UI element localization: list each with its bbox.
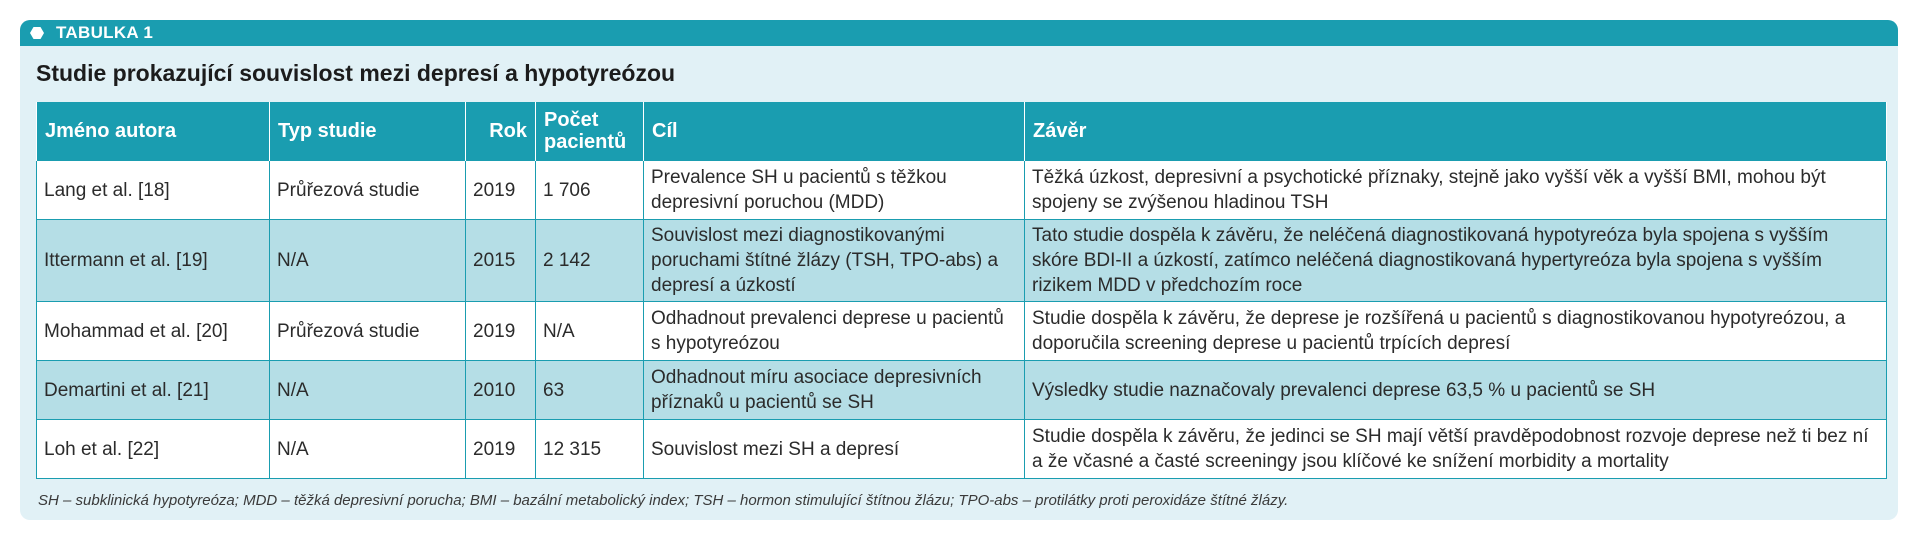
studies-table [36,102,1887,479]
col-header-aim: Cíl [644,102,1025,161]
col-header-patients-line1: Počet [544,109,599,131]
cell-year: 2015 [466,220,536,302]
cell-conclusion: Výsledky studie naznačovaly prevalenci deprese 63,5 % u pacientů se SH [1025,361,1887,420]
cell-type: Průřezová studie [270,161,466,220]
cell-aim: Prevalence SH u pacientů s těžkou depresivní poruchou (MDD) [644,161,1025,220]
cell-patients: 63 [536,361,644,420]
cell-aim: Souvislost mezi SH a depresí [644,420,1025,479]
cell-author: Loh et al. [22] [37,420,270,479]
cell-author: Lang et al. [18] [37,161,270,220]
cell-conclusion: Tato studie dospěla k závěru, že neléčená diagnostikovaná hypotyreóza byla spojena s vyšším skóre BDI-II a úzkostí, zatímco neléčená diagnostikovaná hypertyreóza byla spojena s vyšším rizikem MDD v předchozím roce [1025,220,1887,302]
cell-type: N/A [270,220,466,302]
cell-year: 2019 [466,161,536,220]
col-header-patients-line2: pacientů [544,131,627,153]
table-label-bar [20,20,1898,46]
cell-patients: 1 706 [536,161,644,220]
cell-conclusion: Studie dospěla k závěru, že deprese je rozšířená u pacientů s diagnostikovanou hypotyreózou, a doporučila screening deprese u pacientů trpících depresí [1025,302,1887,361]
col-header-type: Typ studie [270,102,466,161]
table-row [37,361,1887,420]
table-row [37,420,1887,479]
cell-type: N/A [270,361,466,420]
table-row [37,161,1887,220]
cell-author: Ittermann et al. [19] [37,220,270,302]
table-row [37,302,1887,361]
cell-aim: Odhadnout prevalenci deprese u pacientů s hypotyreózou [644,302,1025,361]
table-header-row [37,102,1887,161]
cell-conclusion: Studie dospěla k závěru, že jedinci se SH mají větší pravděpodobnost rozvoje deprese než ti bez ní a že včasné a časté screeningy jsou klíčové ke snížení morbidity a mortality [1025,420,1887,479]
table-row [37,220,1887,302]
cell-patients: 2 142 [536,220,644,302]
cell-patients: 12 315 [536,420,644,479]
cell-type: Průřezová studie [270,302,466,361]
table-footnote: SH – subklinická hypotyreóza; MDD – těžká depresivní porucha; BMI – bazální metabolický index; TSH – hormon stimulující štítnou žlázu; TPO-abs – protilátky proti peroxidáze štítné žlázy. [38,492,1289,509]
table-panel [20,20,1898,520]
cell-author: Demartini et al. [21] [37,361,270,420]
cell-patients: N/A [536,302,644,361]
hexagon-icon [30,27,44,39]
table-label: TABULKA 1 [56,23,154,42]
col-header-patients [536,102,644,161]
cell-conclusion: Těžká úzkost, depresivní a psychotické příznaky, stejně jako vyšší věk a vyšší BMI, mohou být spojeny se zvýšenou hladinou TSH [1025,161,1887,220]
cell-year: 2010 [466,361,536,420]
col-header-year: Rok [466,102,536,161]
cell-aim: Souvislost mezi diagnostikovanými poruchami štítné žlázy (TSH, TPO-abs) a depresí a úzkostí [644,220,1025,302]
table-title: Studie prokazující souvislost mezi depresí a hypotyreózou [36,60,676,86]
cell-year: 2019 [466,420,536,479]
cell-author: Mohammad et al. [20] [37,302,270,361]
cell-type: N/A [270,420,466,479]
col-header-author: Jméno autora [37,102,270,161]
cell-year: 2019 [466,302,536,361]
col-header-conclusion: Závěr [1025,102,1887,161]
cell-aim: Odhadnout míru asociace depresivních příznaků u pacientů se SH [644,361,1025,420]
